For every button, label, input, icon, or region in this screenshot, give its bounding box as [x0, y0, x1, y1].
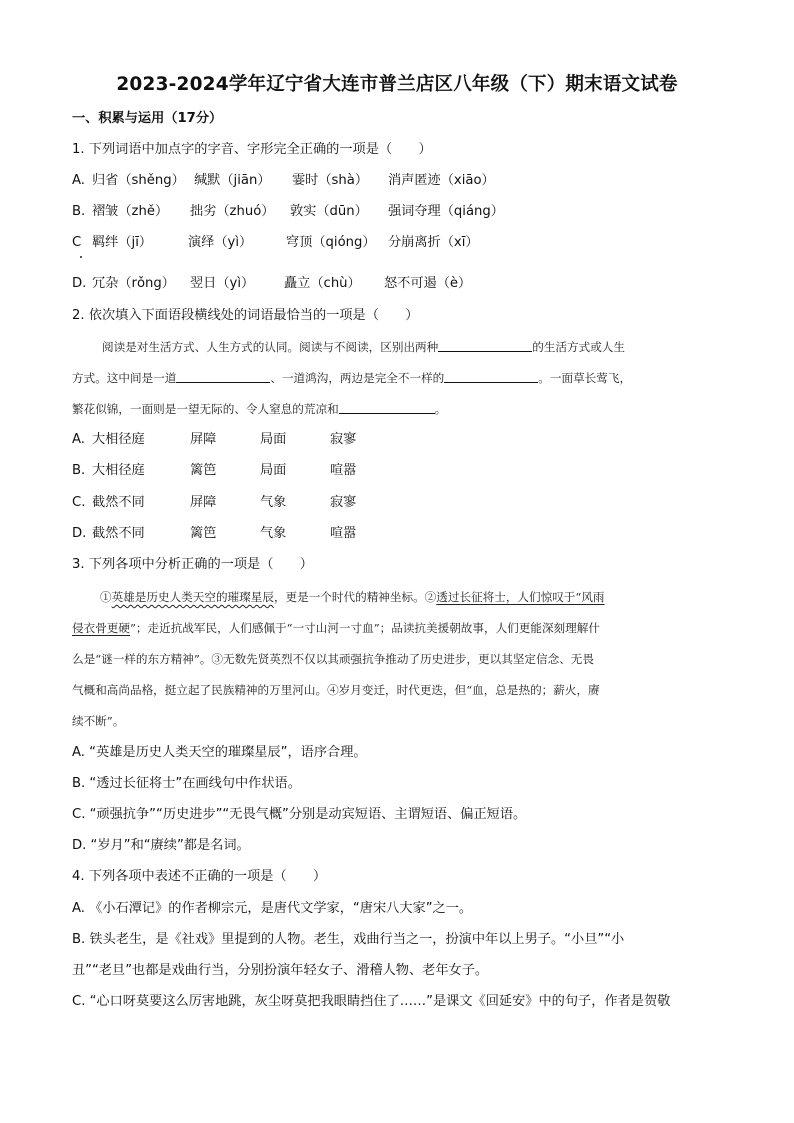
stray-dot: [80, 256, 82, 258]
q4-option-a[interactable]: A. 《小石潭记》的作者柳宗元，是唐代文学家，“唐宋八大家”之一。: [72, 901, 473, 916]
q3-passage-line-2: 侵衣骨更硬”；走近抗战军民，人们感佩于“一寸山河一寸血”；品读抗美援朝故事，人们更能深刻理解什: [72, 621, 600, 635]
question-4-stem: 4. 下列各项中表述不正确的一项是（ ）: [72, 869, 327, 884]
q1-option-d[interactable]: D. 冗杂（rǒng） 翌日（yì） 矗立（chù） 怒不可遏（è）: [72, 276, 472, 291]
q4-option-b[interactable]: B. 铁头老生，是《社戏》里提到的人物。老生，戏曲行当之一，扮演中年以上男子。“小旦”“小: [72, 932, 625, 947]
q3-option-a[interactable]: A. “英雄是历史人类天空的璀璨星辰”，语序合理。: [72, 745, 367, 760]
q1-option-b[interactable]: B. 褶皱（zhě） 拙劣（zhuó） 敦实（dūn） 强词夺理（qiáng）: [72, 204, 504, 219]
q2-option-d[interactable]: D. 截然不同 篱笆 气象 喧嚣: [72, 526, 357, 541]
page-title: 2023-2024学年辽宁省大连市普兰店区八年级（下）期末语文试卷: [116, 74, 678, 95]
q2-passage-line-3: 繁花似锦，一面则是一望无际的、令人窒息的荒凉和 。: [72, 402, 447, 416]
question-2-stem: 2. 依次填入下面语段横线处的词语最恰当的一项是（ ）: [72, 308, 419, 323]
section-heading: 一、积累与运用（17分）: [72, 111, 223, 126]
q3-passage-line-5: 续不断”。: [72, 714, 125, 728]
q4-option-c[interactable]: C. “心口呀莫要这么厉害地跳，灰尘呀莫把我眼睛挡住了……”是课文《回延安》中的句子，作者是贺敬: [72, 994, 671, 1009]
q1-option-a[interactable]: A. 归省（shěng） 缄默（jiān） 霎时（shà） 消声匿迹（xiāo）: [72, 173, 495, 188]
q1-option-c[interactable]: C 羁绊（jī） 演绎（yì） 穹顶（qióng） 分崩离折（xī）: [72, 235, 479, 250]
q3-option-b[interactable]: B. “透过长征将士”在画线句中作状语。: [72, 776, 301, 791]
question-3-stem: 3. 下列各项中分析正确的一项是（ ）: [72, 557, 313, 572]
fill-blank-4[interactable]: [339, 401, 435, 414]
fill-blank-2[interactable]: [176, 370, 270, 383]
q4-option-b-continued: 丑”“老旦”也都是戏曲行当，分别扮演年轻女子、滑稽人物、老年女子。: [72, 963, 489, 978]
q2-option-b[interactable]: B. 大相径庭 篱笆 局面 喧嚣: [72, 463, 357, 478]
question-1-stem: 1. 下列词语中加点字的字音、字形完全正确的一项是（ ）: [72, 142, 432, 157]
q3-passage-line-4: 气概和高尚品格，挺立起了民族精神的万里河山。④岁月变迁，时代更迭，但“血，总是热的；薪火，赓: [72, 683, 600, 697]
q2-passage-line-2: 方式。这中间是一道 、一道鸿沟，两边是完全不一样的 。一面草长莺飞，: [72, 371, 632, 385]
fill-blank-1[interactable]: [438, 339, 532, 352]
q3-passage-line-1: ①英雄是历史人类天空的璀璨星辰，更是一个时代的精神坐标。②透过长征将士，人们惊叹于“风雨: [100, 590, 605, 604]
q3-passage-line-3: 么是“谜一样的东方精神”。③无数先贤英烈不仅以其顽强抗争推动了历史进步，更以其坚定信念、无畏: [72, 652, 594, 666]
q2-option-a[interactable]: A. 大相径庭 屏障 局面 寂寥: [72, 432, 357, 447]
fill-blank-3[interactable]: [444, 370, 538, 383]
q3-option-d[interactable]: D. “岁月”和“赓续”都是名词。: [72, 838, 250, 853]
q2-passage-line-1: 阅读是对生活方式、人生方式的认同。阅读与不阅读，区别出两种 的生活方式或人生: [102, 340, 625, 354]
q2-option-c[interactable]: C. 截然不同 屏障 气象 寂寥: [72, 495, 357, 510]
q3-option-c[interactable]: C. “顽强抗争”“历史进步”“无畏气概”分别是动宾短语、主谓短语、偏正短语。: [72, 807, 527, 822]
